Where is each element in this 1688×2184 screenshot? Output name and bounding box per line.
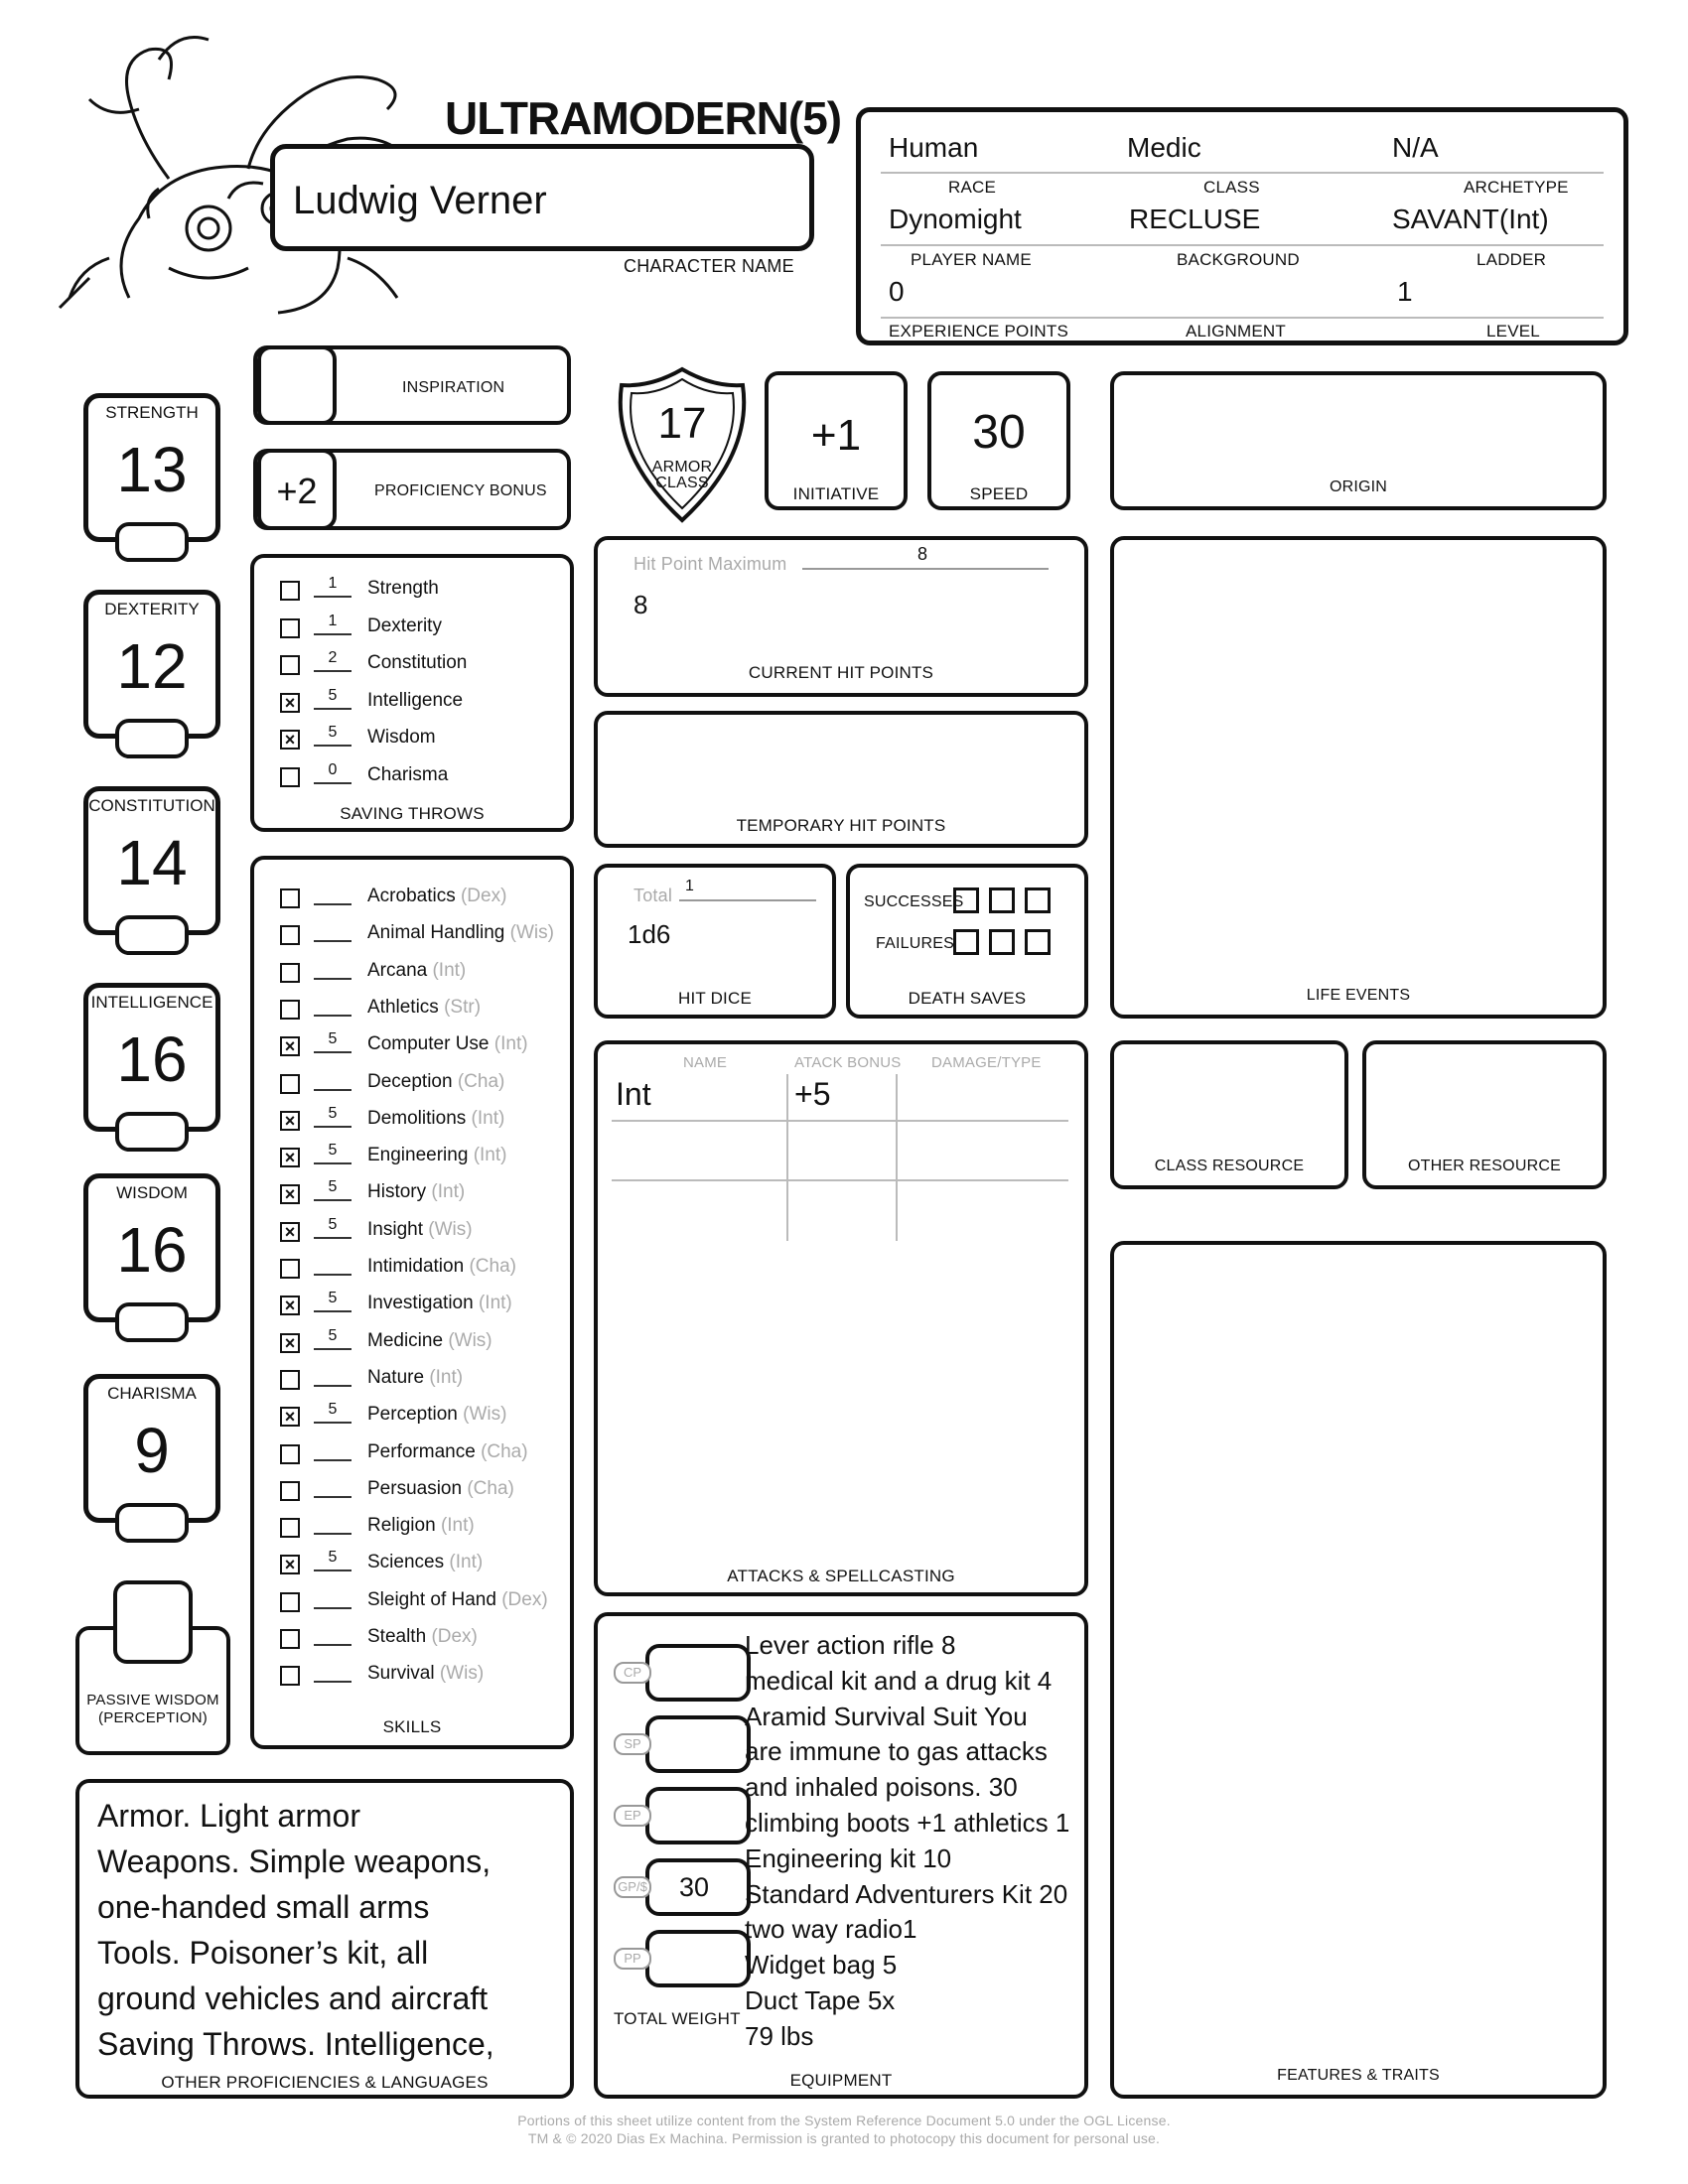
proficiency-checkbox[interactable]: ×	[280, 1222, 300, 1242]
ability-score: 16	[116, 1024, 188, 1095]
coin-field	[614, 1715, 731, 1773]
skill-modifier[interactable]	[314, 1065, 352, 1091]
skill-name: Acrobatics	[367, 886, 456, 906]
coin-label: CP	[614, 1662, 651, 1684]
ability-intelligence	[83, 983, 220, 1152]
saving-throw-name: Strength	[367, 578, 439, 599]
armor-class-value: 17	[657, 399, 707, 448]
initiative-label: INITIATIVE	[792, 484, 880, 503]
equipment-line: medical kit and a drug kit 4	[745, 1665, 1053, 1696]
attack-name-header: NAME	[683, 1054, 728, 1071]
experience-points-label: EXPERIENCE POINTS	[889, 322, 1068, 341]
temporary-hit-points-box[interactable]	[594, 711, 1088, 848]
success-checkbox-1[interactable]	[953, 887, 979, 913]
skill-row	[258, 1398, 576, 1434]
life-events-box[interactable]	[1110, 536, 1607, 1019]
proficiency-checkbox[interactable]: ×	[280, 1036, 300, 1056]
saving-throw-row	[258, 758, 576, 795]
skill-name: Performance	[367, 1440, 476, 1462]
skill-name: Investigation	[367, 1293, 474, 1314]
skill-name: Survival	[367, 1663, 435, 1685]
proficiency-checkbox[interactable]	[280, 618, 300, 638]
skill-modifier[interactable]: 5	[314, 1324, 352, 1350]
ability-name: WISDOM	[116, 1183, 188, 1202]
equipment-label: EQUIPMENT	[789, 2071, 893, 2090]
proficiency-checkbox[interactable]	[280, 767, 300, 787]
proficiency-checkbox[interactable]: ×	[280, 1555, 300, 1574]
coin-field	[614, 1930, 731, 1987]
skill-modifier[interactable]	[314, 1361, 352, 1387]
character-name-label: CHARACTER NAME	[624, 256, 794, 276]
attack-row-1-name[interactable]: Int	[616, 1076, 651, 1112]
race-value[interactable]: Human	[889, 132, 979, 163]
archetype-value[interactable]: N/A	[1392, 132, 1439, 163]
coin-field	[614, 1858, 731, 1916]
background-label: BACKGROUND	[1177, 250, 1300, 269]
ability-constitution	[83, 786, 220, 955]
proficiency-checkbox[interactable]: ×	[280, 1184, 300, 1204]
skill-name: Nature	[367, 1366, 425, 1388]
skill-name: Arcana	[367, 959, 428, 981]
proficiency-checkbox[interactable]	[280, 655, 300, 675]
speed-label: SPEED	[969, 484, 1029, 503]
ability-name: DEXTERITY	[104, 600, 200, 618]
skill-modifier[interactable]: 5	[314, 1102, 352, 1128]
skill-name: Religion	[367, 1515, 436, 1537]
hit-dice-total-value[interactable]: 1	[685, 878, 694, 894]
speed-value: 30	[972, 406, 1026, 459]
speed-box[interactable]	[927, 371, 1070, 510]
current-hit-points-label: CURRENT HIT POINTS	[748, 663, 934, 682]
skill-modifier[interactable]	[314, 991, 352, 1017]
ability-score: 16	[116, 1214, 188, 1286]
armor-class-sublabel: CLASS	[655, 475, 709, 491]
skill-ability: (Int)	[449, 1552, 484, 1573]
proficiency-checkbox[interactable]	[280, 581, 300, 601]
experience-points-value[interactable]: 0	[889, 276, 905, 307]
proficiency-checkbox[interactable]: ×	[280, 1148, 300, 1167]
ability-score: 13	[116, 434, 188, 505]
skill-modifier[interactable]: 5	[314, 1287, 352, 1312]
total-weight-label: TOTAL WEIGHT	[614, 2009, 741, 2028]
saving-throw-name: Intelligence	[367, 689, 464, 711]
coin-label: GP/$	[614, 1876, 651, 1898]
class-resource-label: CLASS RESOURCE	[1154, 1158, 1305, 1174]
skill-row	[258, 1546, 576, 1582]
ability-score: 9	[134, 1415, 170, 1486]
attacks-spellcasting-box	[594, 1040, 1088, 1596]
skill-name: Perception	[367, 1404, 458, 1426]
inspiration-label: INSPIRATION	[402, 379, 505, 396]
skill-name: Animal Handling	[367, 922, 505, 944]
proficiency-checkbox[interactable]	[280, 1666, 300, 1686]
coin-label: SP	[614, 1733, 651, 1755]
ability-modifier-box[interactable]	[115, 1112, 189, 1152]
skill-row	[258, 1175, 576, 1212]
proficiency-checkbox[interactable]: ×	[280, 1333, 300, 1353]
skill-ability: (Int)	[429, 1366, 464, 1388]
skill-ability: (Int)	[471, 1107, 505, 1129]
skill-name: Demolitions	[367, 1107, 467, 1129]
ladder-value[interactable]: SAVANT(Int)	[1392, 204, 1549, 234]
ability-name: CONSTITUTION	[88, 796, 215, 815]
skill-ability: (Int)	[493, 1033, 528, 1055]
coin-value[interactable]: 30	[645, 1858, 751, 1916]
skill-ability: (Wis)	[509, 922, 554, 944]
skill-ability: (Cha)	[469, 1256, 516, 1277]
skill-modifier[interactable]	[314, 1250, 352, 1276]
character-info-box	[856, 107, 1628, 345]
skill-row	[258, 916, 576, 953]
skill-name: Medicine	[367, 1329, 449, 1351]
proficiency-checkbox[interactable]	[280, 1074, 300, 1094]
passive-wisdom-value-box[interactable]	[113, 1580, 193, 1664]
proficiency-checkbox[interactable]	[280, 1518, 300, 1538]
proficiency-checkbox[interactable]: ×	[280, 1407, 300, 1427]
hit-dice-box[interactable]	[594, 864, 836, 1019]
ability-charisma	[83, 1374, 220, 1543]
race-label: RACE	[948, 178, 997, 197]
proficiency-line: ground vehicles and aircraft	[97, 1980, 489, 2016]
successes-label: SUCCESSES	[864, 893, 964, 910]
saving-throw-row	[258, 610, 576, 646]
skill-modifier[interactable]	[314, 1435, 352, 1461]
skill-modifier[interactable]	[314, 1657, 352, 1683]
proficiency-line: Weapons. Simple weapons,	[97, 1843, 492, 1879]
coin-label: EP	[614, 1805, 651, 1827]
failures-label: FAILURES	[876, 935, 954, 952]
inspiration-field[interactable]	[253, 345, 571, 425]
hit-dice-total-label: Total	[633, 886, 673, 905]
hit-dice-value: 1d6	[628, 919, 671, 949]
player-name-value[interactable]: Dynomight	[889, 204, 1022, 234]
ability-modifier-box[interactable]	[115, 915, 189, 955]
proficiency-line: one-handed small arms	[97, 1889, 430, 1925]
ability-wisdom	[83, 1173, 220, 1342]
skills-panel	[250, 856, 574, 1749]
equipment-line: Standard Adventurers Kit 20	[745, 1878, 1068, 1909]
armor-class-label: ARMOR	[651, 459, 713, 476]
proficiency-bonus-value: +2	[276, 471, 318, 511]
proficiency-checkbox[interactable]: ×	[280, 693, 300, 713]
footer-license: Portions of this sheet utilize content from the System Reference Document 5.0 under the OGL License.	[517, 2113, 1171, 2128]
attacks-spellcasting-label: ATTACKS & SPELLCASTING	[727, 1567, 955, 1585]
archetype-label: ARCHETYPE	[1464, 178, 1569, 197]
skill-modifier[interactable]: 5	[314, 1139, 352, 1164]
skill-ability: (Wis)	[463, 1404, 507, 1426]
skill-ability: (Int)	[440, 1515, 475, 1537]
coin-field	[614, 1644, 731, 1702]
equipment-line: Lever action rifle 8	[745, 1630, 956, 1660]
ability-name: INTELLIGENCE	[90, 993, 213, 1012]
equipment-line: 79 lbs	[745, 2020, 814, 2051]
proficiency-checkbox[interactable]	[280, 963, 300, 983]
life-events-label: LIFE EVENTS	[1306, 987, 1411, 1004]
skill-ability: (Dex)	[431, 1626, 478, 1647]
footer-copyright: TM & © 2020 Dias Ex Machina. Permission is granted to photocopy this document for personal use.	[527, 2130, 1161, 2146]
failure-checkbox-3[interactable]	[1025, 929, 1051, 955]
passive-wisdom-sublabel: (PERCEPTION)	[98, 1709, 208, 1726]
saving-throws-title: SAVING THROWS	[340, 804, 485, 823]
saving-throw-modifier[interactable]: 2	[314, 646, 352, 672]
saving-throw-modifier[interactable]: 5	[314, 684, 352, 710]
ability-score: 14	[116, 827, 188, 898]
initiative-box[interactable]	[765, 371, 908, 510]
equipment-line: two way radio1	[745, 1914, 917, 1945]
skill-ability: (Int)	[473, 1145, 507, 1166]
skill-name: Sciences	[367, 1552, 445, 1573]
skill-name: Engineering	[367, 1145, 469, 1166]
current-hit-points-value: 8	[633, 590, 648, 619]
skill-row	[258, 1657, 576, 1694]
hit-dice-label: HIT DICE	[677, 989, 753, 1008]
saving-throws-panel	[250, 554, 574, 832]
skill-name: History	[367, 1181, 427, 1203]
skill-row	[258, 1102, 576, 1139]
skill-row	[258, 1435, 576, 1472]
armor-class-shield[interactable]	[612, 365, 753, 524]
proficiency-checkbox[interactable]	[280, 1000, 300, 1020]
skill-ability: (Dex)	[460, 886, 507, 906]
saving-throw-name: Dexterity	[367, 614, 442, 636]
current-hit-points-box[interactable]	[594, 536, 1088, 697]
skill-modifier[interactable]	[314, 1583, 352, 1609]
ability-name: STRENGTH	[105, 403, 199, 422]
player-name-label: PLAYER NAME	[911, 250, 1032, 269]
ability-strength	[83, 393, 220, 562]
skill-modifier[interactable]	[314, 916, 352, 942]
skill-ability: (Str)	[444, 996, 482, 1018]
skill-modifier[interactable]	[314, 954, 352, 980]
skills-title: SKILLS	[382, 1717, 442, 1736]
coin-value[interactable]	[645, 1715, 751, 1773]
equipment-line: Duct Tape 5x	[745, 1984, 896, 2015]
success-checkbox-2[interactable]	[989, 887, 1015, 913]
skill-row	[258, 1620, 576, 1657]
attack-damage-header: DAMAGE/TYPE	[931, 1054, 1042, 1071]
skill-modifier[interactable]: 5	[314, 1213, 352, 1239]
skill-row	[258, 991, 576, 1027]
skill-modifier[interactable]: 5	[314, 1546, 352, 1571]
saving-throw-modifier[interactable]: 1	[314, 572, 352, 598]
skill-row	[258, 1472, 576, 1509]
saving-throw-modifier[interactable]: 5	[314, 721, 352, 747]
skill-row	[258, 1287, 576, 1323]
skill-row	[258, 1139, 576, 1175]
skill-name: Intimidation	[367, 1256, 465, 1277]
skill-name: Sleight of Hand	[367, 1588, 496, 1610]
skill-row	[258, 1027, 576, 1064]
features-traits-label: FEATURES & TRAITS	[1277, 2067, 1440, 2084]
skill-ability: (Dex)	[501, 1588, 548, 1610]
ladder-label: LADDER	[1477, 250, 1547, 269]
skill-ability: (Cha)	[457, 1070, 505, 1092]
skill-name: Insight	[367, 1218, 423, 1240]
failure-checkbox-2[interactable]	[989, 929, 1015, 955]
character-name-box[interactable]	[270, 144, 814, 251]
hit-point-maximum-label: Hit Point Maximum	[633, 554, 787, 574]
ability-score: 12	[116, 630, 188, 702]
ability-modifier-box[interactable]	[115, 1503, 189, 1543]
passive-wisdom-label: PASSIVE WISDOM	[86, 1692, 219, 1708]
equipment-line: Engineering kit 10	[745, 1843, 952, 1873]
skill-name: Computer Use	[367, 1033, 490, 1055]
skill-row	[258, 880, 576, 916]
origin-box[interactable]	[1110, 371, 1607, 510]
features-traits-box[interactable]	[1110, 1241, 1607, 2099]
skill-ability: (Int)	[478, 1293, 512, 1314]
proficiency-checkbox[interactable]	[280, 1592, 300, 1612]
skill-modifier[interactable]: 5	[314, 1027, 352, 1053]
proficiency-checkbox[interactable]	[280, 925, 300, 945]
background-value[interactable]: RECLUSE	[1129, 204, 1261, 234]
skill-modifier[interactable]: 5	[314, 1175, 352, 1201]
coin-value[interactable]	[645, 1787, 751, 1844]
saving-throw-name: Charisma	[367, 763, 449, 785]
skill-name: Deception	[367, 1070, 453, 1092]
skill-ability: (Cha)	[481, 1440, 528, 1462]
temporary-hit-points-label: TEMPORARY HIT POINTS	[736, 816, 946, 835]
success-checkbox-3[interactable]	[1025, 887, 1051, 913]
other-proficiencies-label: OTHER PROFICIENCIES & LANGUAGES	[161, 2073, 489, 2092]
other-resource-box[interactable]	[1362, 1040, 1607, 1189]
skill-name: Athletics	[367, 996, 439, 1018]
proficiency-line: Saving Throws. Intelligence,	[97, 2026, 494, 2062]
saving-throw-modifier[interactable]: 1	[314, 610, 352, 635]
skill-row	[258, 1361, 576, 1398]
skill-row	[258, 1250, 576, 1287]
proficiency-checkbox[interactable]	[280, 1629, 300, 1649]
skill-row	[258, 1324, 576, 1361]
coin-value[interactable]	[645, 1930, 751, 1987]
skill-ability: (Int)	[432, 959, 467, 981]
skill-modifier[interactable]	[314, 1620, 352, 1646]
class-label: CLASS	[1203, 178, 1260, 197]
ability-dexterity	[83, 590, 220, 758]
skill-name: Persuasion	[367, 1477, 463, 1499]
saving-throw-modifier[interactable]: 0	[314, 758, 352, 784]
equipment-line: climbing boots +1 athletics 1	[745, 1807, 1070, 1838]
proficiency-bonus-label: PROFICIENCY BONUS	[374, 482, 547, 499]
saving-throw-name: Constitution	[367, 652, 468, 673]
proficiency-bonus-field[interactable]	[253, 449, 571, 530]
class-value[interactable]: Medic	[1127, 132, 1201, 163]
coin-value[interactable]	[645, 1644, 751, 1702]
saving-throw-row	[258, 646, 576, 683]
class-resource-box[interactable]	[1110, 1040, 1348, 1189]
saving-throw-row	[258, 572, 576, 609]
hit-point-maximum-value[interactable]: 8	[917, 544, 928, 564]
equipment-line: and inhaled poisons. 30	[745, 1772, 1018, 1803]
proficiency-line: Armor. Light armor	[97, 1798, 360, 1834]
skill-modifier[interactable]: 5	[314, 1398, 352, 1424]
proficiency-checkbox[interactable]	[280, 1259, 300, 1279]
proficiency-checkbox[interactable]	[280, 1444, 300, 1464]
proficiency-checkbox[interactable]: ×	[280, 1111, 300, 1131]
equipment-line: Aramid Survival Suit You	[745, 1701, 1028, 1731]
coin-label: PP	[614, 1948, 651, 1970]
ability-modifier-box[interactable]	[115, 1302, 189, 1342]
level-label: LEVEL	[1486, 322, 1540, 341]
failure-checkbox-1[interactable]	[953, 929, 979, 955]
skill-ability: (Wis)	[448, 1329, 492, 1351]
skill-modifier[interactable]	[314, 880, 352, 905]
saving-throw-name: Wisdom	[367, 727, 436, 748]
ability-name: CHARISMA	[107, 1384, 197, 1403]
alignment-label: ALIGNMENT	[1186, 322, 1286, 341]
proficiency-checkbox[interactable]	[280, 1370, 300, 1390]
equipment-line: are immune to gas attacks	[745, 1736, 1048, 1767]
skill-modifier[interactable]	[314, 1509, 352, 1535]
death-saves-box	[846, 864, 1088, 1019]
coin-field	[614, 1787, 731, 1844]
level-value[interactable]: 1	[1397, 276, 1413, 307]
skill-name: Stealth	[367, 1626, 427, 1647]
attack-row-1-bonus[interactable]: +5	[794, 1076, 831, 1112]
ability-modifier-box[interactable]	[115, 719, 189, 758]
skill-row	[258, 1509, 576, 1546]
skill-ability: (Wis)	[439, 1663, 485, 1685]
skill-ability: (Cha)	[467, 1477, 514, 1499]
character-name: Ludwig Verner	[293, 179, 547, 222]
origin-label: ORIGIN	[1329, 478, 1388, 495]
other-resource-label: OTHER RESOURCE	[1408, 1158, 1561, 1174]
proficiency-checkbox[interactable]	[280, 888, 300, 908]
saving-throw-row	[258, 721, 576, 757]
attack-bonus-header: ATACK BONUS	[794, 1054, 902, 1071]
skill-row	[258, 954, 576, 991]
skill-row	[258, 1213, 576, 1250]
proficiency-checkbox[interactable]: ×	[280, 730, 300, 750]
skill-ability: (Wis)	[428, 1218, 473, 1240]
saving-throw-row	[258, 684, 576, 721]
proficiency-checkbox[interactable]: ×	[280, 1296, 300, 1315]
skill-modifier[interactable]	[314, 1472, 352, 1498]
ability-modifier-box[interactable]	[115, 522, 189, 562]
skill-row	[258, 1583, 576, 1620]
skill-ability: (Int)	[431, 1181, 466, 1203]
proficiency-line: Tools. Poisoner’s kit, all	[97, 1935, 429, 1971]
logo: ULTRAMODERN(5)	[445, 92, 842, 144]
proficiency-checkbox[interactable]	[280, 1481, 300, 1501]
initiative-value: +1	[810, 411, 862, 460]
equipment-line: Widget bag 5	[745, 1950, 898, 1980]
skill-row	[258, 1065, 576, 1102]
death-saves-label: DEATH SAVES	[908, 989, 1027, 1008]
other-proficiencies-panel[interactable]	[75, 1779, 574, 2099]
